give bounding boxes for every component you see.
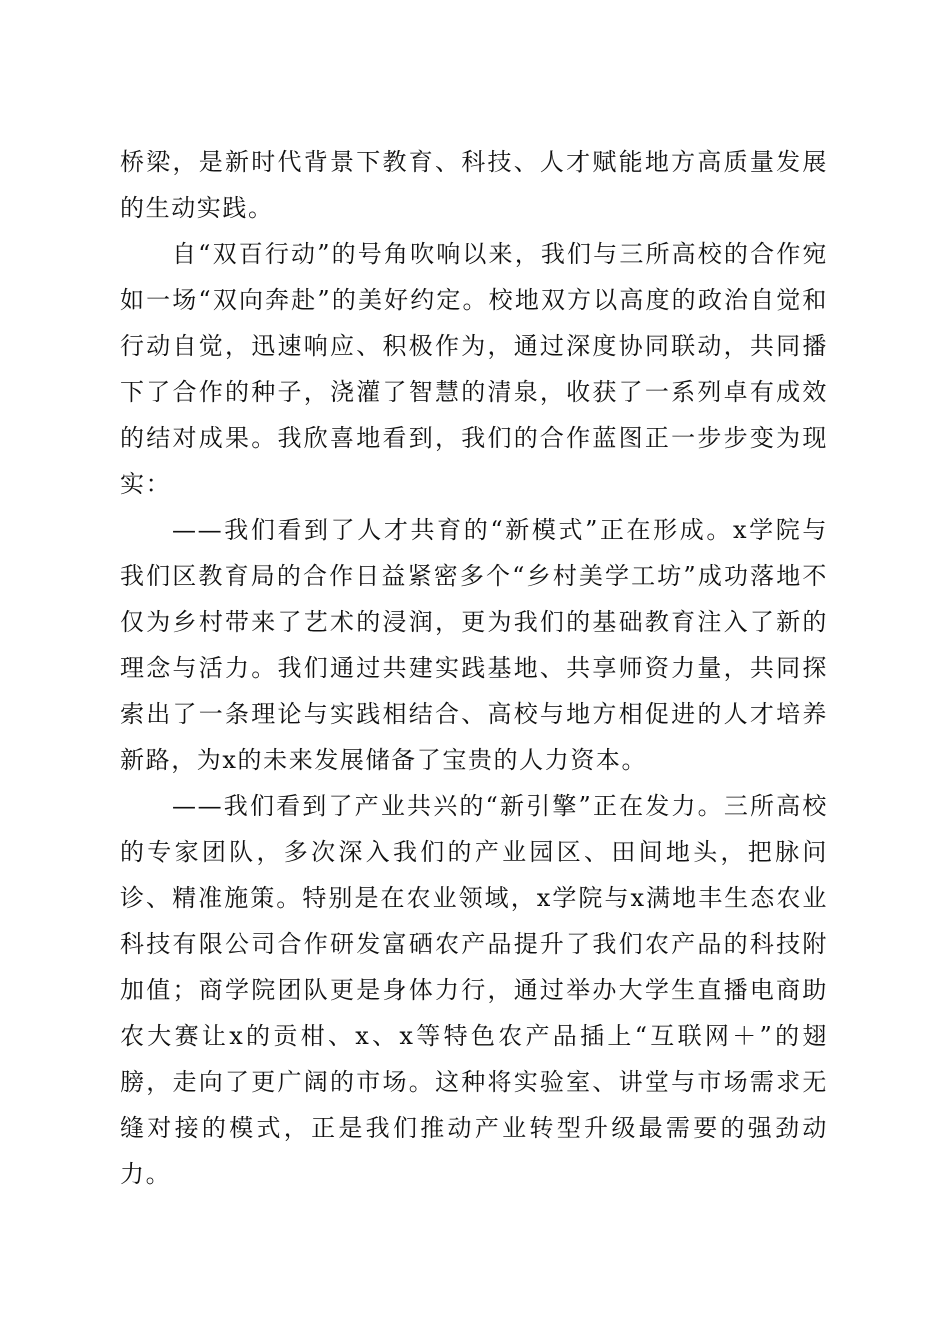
paragraph-talent-cultivation: ——我们看到了人才共育的“新模式”正在形成。x学院与我们区教育局的合作日益紧密多个“乡村美学工坊”成功落地不仅为乡村带来了艺术的浸润，更为我们的基础教育注入了新的理念与活力。我们通过共建实践基地、共享师资力量，共同探索出了一条理论与实践相结合、高校与地方相促进的人才培养新路，为x的未来发展储备了宝贵的人力资本。 — [120, 516, 828, 774]
paragraph-industry-revitalization: ——我们看到了产业共兴的“新引擎”正在发力。三所高校的专家团队，多次深入我们的产业园区、田间地头，把脉问诊、精准施策。特别是在农业领域，x学院与x满地丰生态农业科技有限公司合作研发富硒农产品提升了我们农产品的科技附加值；商学院团队更是身体力行，通过举办大学生直播电商助农大赛让x的贡柑、x、x等特色农产品插上“互联网＋”的翅膀，走向了更广阔的市场。这种将实验室、讲堂与市场需求无缝对接的模式，正是我们推动产业转型升级最需要的强劲动力。 — [120, 792, 828, 1188]
paragraph-continuation: 桥梁，是新时代背景下教育、科技、人才赋能地方高质量发展的生动实践。 — [120, 148, 828, 222]
paragraph-double-hundred-action: 自“双百行动”的号角吹响以来，我们与三所高校的合作宛如一场“双向奔赴”的美好约定。校地双方以高度的政治自觉和行动自觉，迅速响应、积极作为，通过深度协同联动，共同播下了合作的种子，浇灌了智慧的清泉，收获了一系列卓有成效的结对成果。我欣喜地看到，我们的合作蓝图正一步步变为现实： — [120, 240, 828, 498]
document-body — [120, 139, 828, 1197]
